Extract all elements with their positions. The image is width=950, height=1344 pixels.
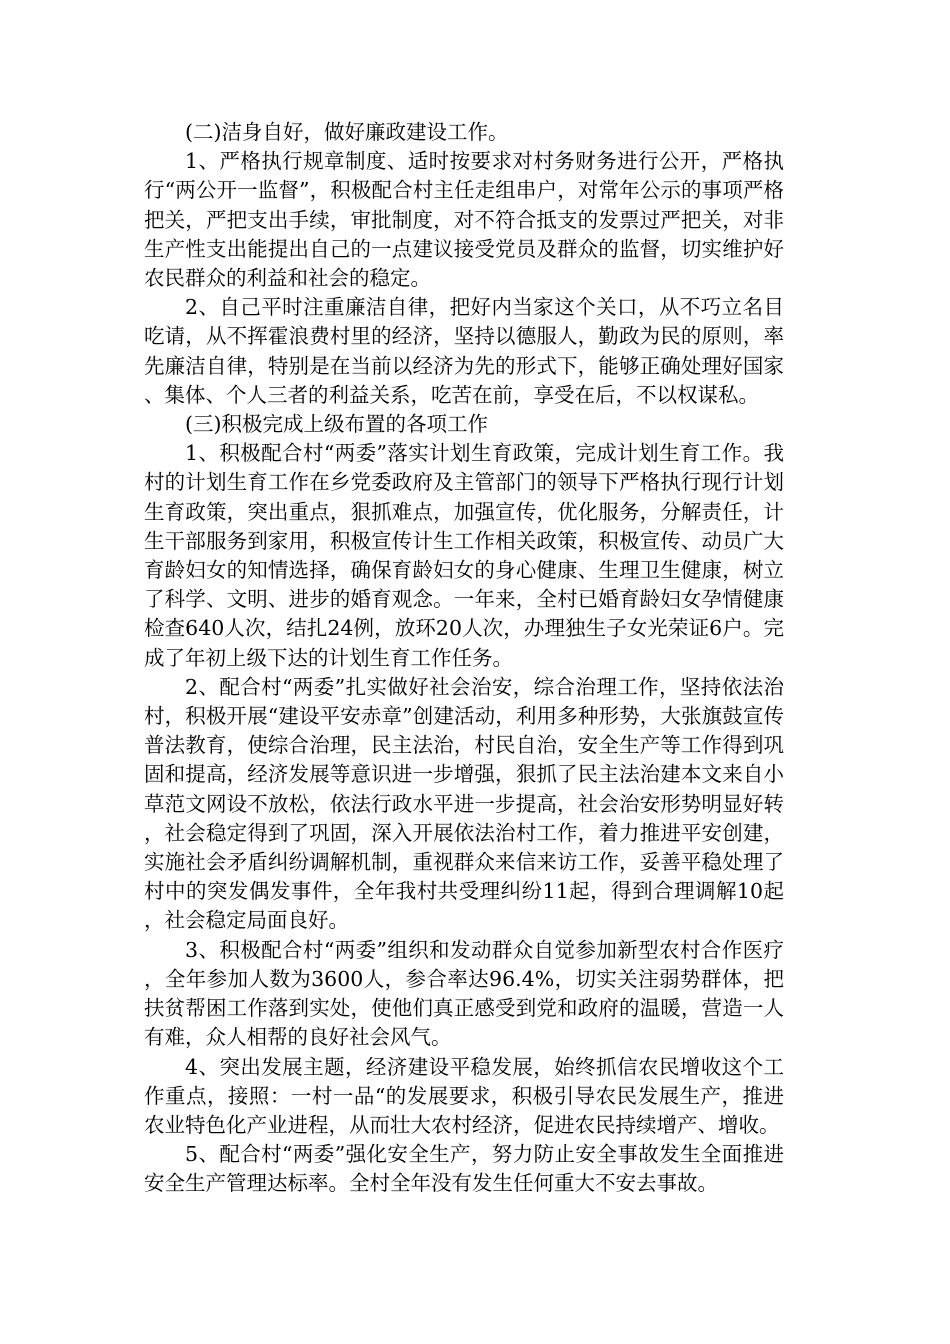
- document-body: [144, 118, 784, 1199]
- paragraph: 1、积极配合村“两委”落实计划生育政策，完成计划生育工作。我村的计划生育工作在乡党委政府及主管部门的领导下严格执行现行计划生育政策，突出重点，狠抓难点，加强宣传，优化服务，分解责任，计生干部服务到家用，积极宣传计生工作相关政策，积极宣传、动员广大育龄妇女的知情选择，确保育龄妇女的身心健康、生理卫生健康，树立了科学、文明、进步的婚育观念。一年来，全村已婚育龄妇女孕情健康检查640人次，结扎24例，放环20人次，办理独生子女光荣证6户。完成了年初上级下达的计划生育工作任务。: [144, 441, 784, 670]
- paragraph: 3、积极配合村“两委”组织和发动群众自觉参加新型农村合作医疗，全年参加人数为3600人，参合率达96.4%，切实关注弱势群体，把扶贫帮困工作落到实处，使他们真正感受到党和政府的温暖，营造一人有难，众人相帮的良好社会风气。: [144, 937, 784, 1050]
- paragraph: 1、严格执行规章制度、适时按要求对村务财务进行公开，严格执行“两公开一监督”，积极配合村主任走组串户，对常年公示的事项严格把关，严把支出手续，审批制度，对不符合抵支的发票过严把关，对非生产性支出能提出自己的一点建议接受党员及群众的监督，切实维护好农民群众的利益和社会的稳定。: [144, 149, 784, 291]
- section-heading-3: (三)积极完成上级布置的各项工作: [185, 412, 488, 437]
- paragraph: 2、配合村“两委”扎实做好社会治安，综合治理工作，坚持依法治村，积极开展“建设平安赤章”创建活动，利用多种形势，大张旗鼓宣传普法教育，使综合治理，民主法治，村民自治，安全生产等工作得到巩固和提高，经济发展等意识进一步增强，狠抓了民主法治建本文来自小草范文网设不放松，依法行政水平进一步提高，社会治安形势明显好转，社会稳定得到了巩固，深入开展依法治村工作，着力推进平安创建，实施社会矛盾纠纷调解机制，重视群众来信来访工作，妥善平稳处理了村中的突发偶发事件，全年我村共受理纠纷11起，得到合理调解10起，社会稳定局面良好。: [144, 674, 784, 933]
- paragraph: 2、自己平时注重廉洁自律，把好内当家这个关口，从不巧立名目吃请，从不挥霍浪费村里的经济，坚持以德服人，勤政为民的原则，率先廉洁自律，特别是在当前以经济为先的形式下，能够正确处理好国家、集体、个人三者的利益关系，吃苦在前，享受在后，不以权谋私。: [144, 295, 784, 407]
- paragraph: 4、突出发展主题，经济建设平稳发展，始终抓信农民增收这个工作重点，接照：一村一品“的发展要求，积极引导农民发展生产，推进农业特色化产业进程，从而壮大农村经济，促进农民持续增产、增收。: [144, 1054, 784, 1137]
- paragraph: 5、配合村“两委”强化安全生产，努力防止安全事故发生全面推进安全生产管理达标率。全村全年没有发生任何重大不安去事故。: [144, 1142, 784, 1196]
- section-heading-2: (二)洁身自好，做好廉政建设工作。: [185, 120, 509, 144]
